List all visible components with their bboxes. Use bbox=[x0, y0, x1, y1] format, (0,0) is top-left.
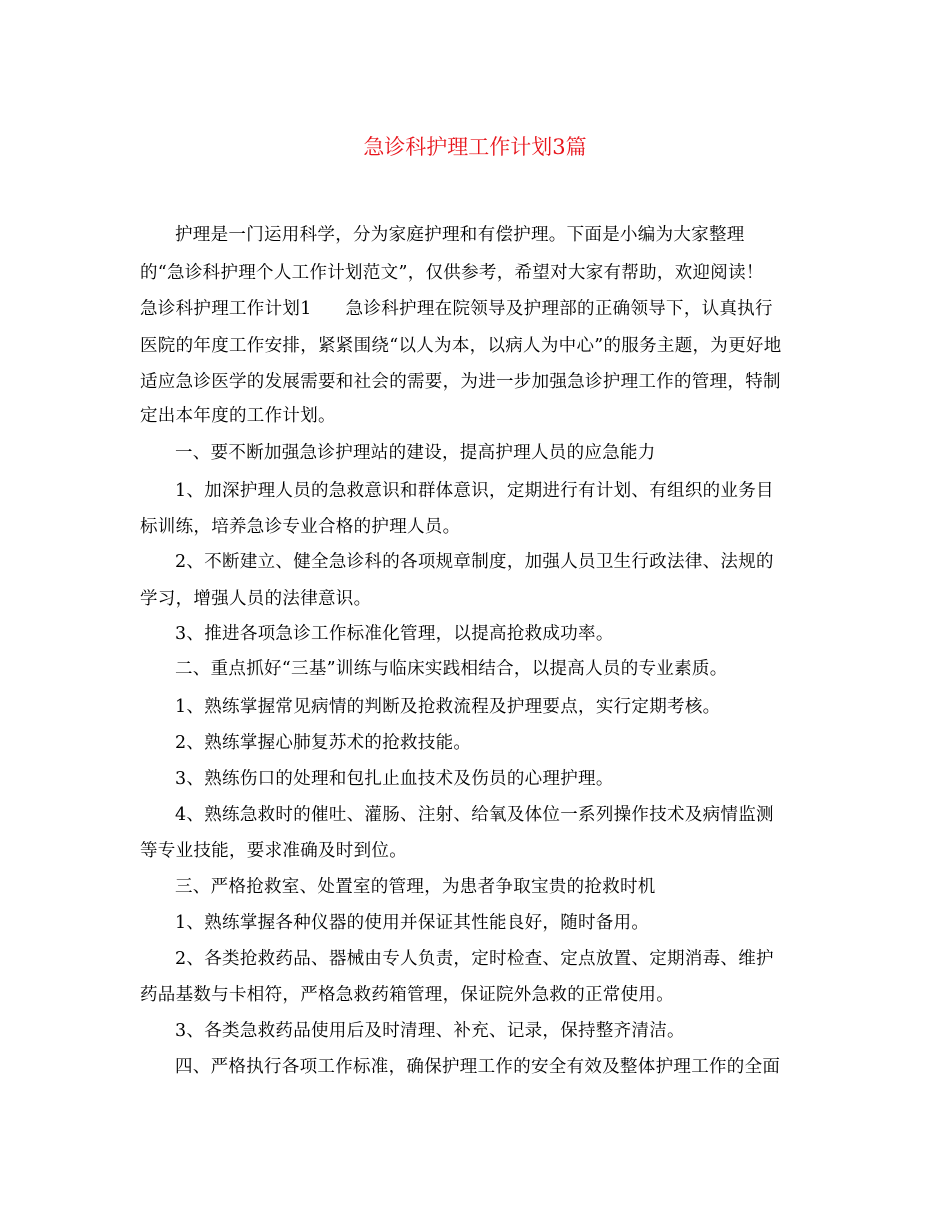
section-heading: 一、要不断加强急诊护理站的建设，提高护理人员的应急能力 bbox=[175, 443, 656, 463]
list-item-line: 药品基数与卡相符，严格急救药箱管理，保证院外急救的正常使用。 bbox=[140, 985, 674, 1005]
intro-line-1: 护理是一门运用科学，分为家庭护理和有偿护理。下面是小编为大家整理 bbox=[175, 225, 745, 245]
list-item-line: 2、熟练掌握心肺复苏术的抢救技能。 bbox=[175, 733, 472, 753]
plan1-paragraph-line-4: 定出本年度的工作计划。 bbox=[140, 406, 336, 426]
plan1-heading: 急诊科护理工作计划1 bbox=[140, 299, 312, 319]
section-heading: 四、严格执行各项工作标准，确保护理工作的安全有效及整体护理工作的全面 bbox=[175, 1057, 781, 1077]
section-heading: 三、严格抢救室、处置室的管理，为患者争取宝贵的抢救时机 bbox=[175, 877, 656, 897]
list-item-line: 1、熟练掌握各种仪器的使用并保证其性能良好，随时备用。 bbox=[175, 913, 650, 933]
list-item-line: 2、各类抢救药品、器械由专人负责，定时检查、定点放置、定期消毒、维护 bbox=[175, 949, 774, 969]
list-item-line: 等专业技能，要求准确及时到位。 bbox=[140, 841, 407, 861]
list-item-line: 3、各类急救药品使用后及时清理、补充、记录，保持整齐清洁。 bbox=[175, 1021, 685, 1041]
list-item-line: 4、熟练急救时的催吐、灌肠、注射、给氧及体位一系列操作技术及病情监测 bbox=[175, 805, 774, 825]
list-item-line: 1、熟练掌握常见病情的判断及抢救流程及护理要点，实行定期考核。 bbox=[175, 697, 721, 717]
plan1-paragraph-line-2: 医院的年度工作安排，紧紧围绕“以人为本，以病人为中心”的服务主题，为更好地 bbox=[140, 336, 782, 356]
plan1-heading-line bbox=[140, 297, 773, 321]
section-heading: 二、重点抓好“三基”训练与临床实践相结合，以提高人员的专业素质。 bbox=[175, 659, 728, 679]
page-title: 急诊科护理工作计划3篇 bbox=[363, 135, 587, 159]
list-item-line: 1、加深护理人员的急救意识和群体意识，定期进行有计划、有组织的业务目 bbox=[175, 481, 774, 501]
plan1-paragraph-line-1: 急诊科护理在院领导及护理部的正确领导下，认真执行 bbox=[345, 299, 773, 319]
list-item-line: 3、熟练伤口的处理和包扎止血技术及伤员的心理护理。 bbox=[175, 769, 614, 789]
list-item-line: 3、推进各项急诊工作标准化管理，以提高抢救成功率。 bbox=[175, 624, 614, 644]
list-item-line: 标训练，培养急诊专业合格的护理人员。 bbox=[140, 517, 461, 537]
list-item-line: 学习，增强人员的法律意识。 bbox=[140, 589, 372, 609]
list-item-line: 2、不断建立、健全急诊科的各项规章制度，加强人员卫生行政法律、法规的 bbox=[175, 552, 774, 572]
intro-line-2: 的“急诊科护理个人工作计划范文”，仅供参考，希望对大家有帮助，欢迎阅读！ bbox=[140, 263, 764, 283]
plan1-paragraph-line-3: 适应急诊医学的发展需要和社会的需要，为进一步加强急诊护理工作的管理，特制 bbox=[140, 372, 781, 392]
